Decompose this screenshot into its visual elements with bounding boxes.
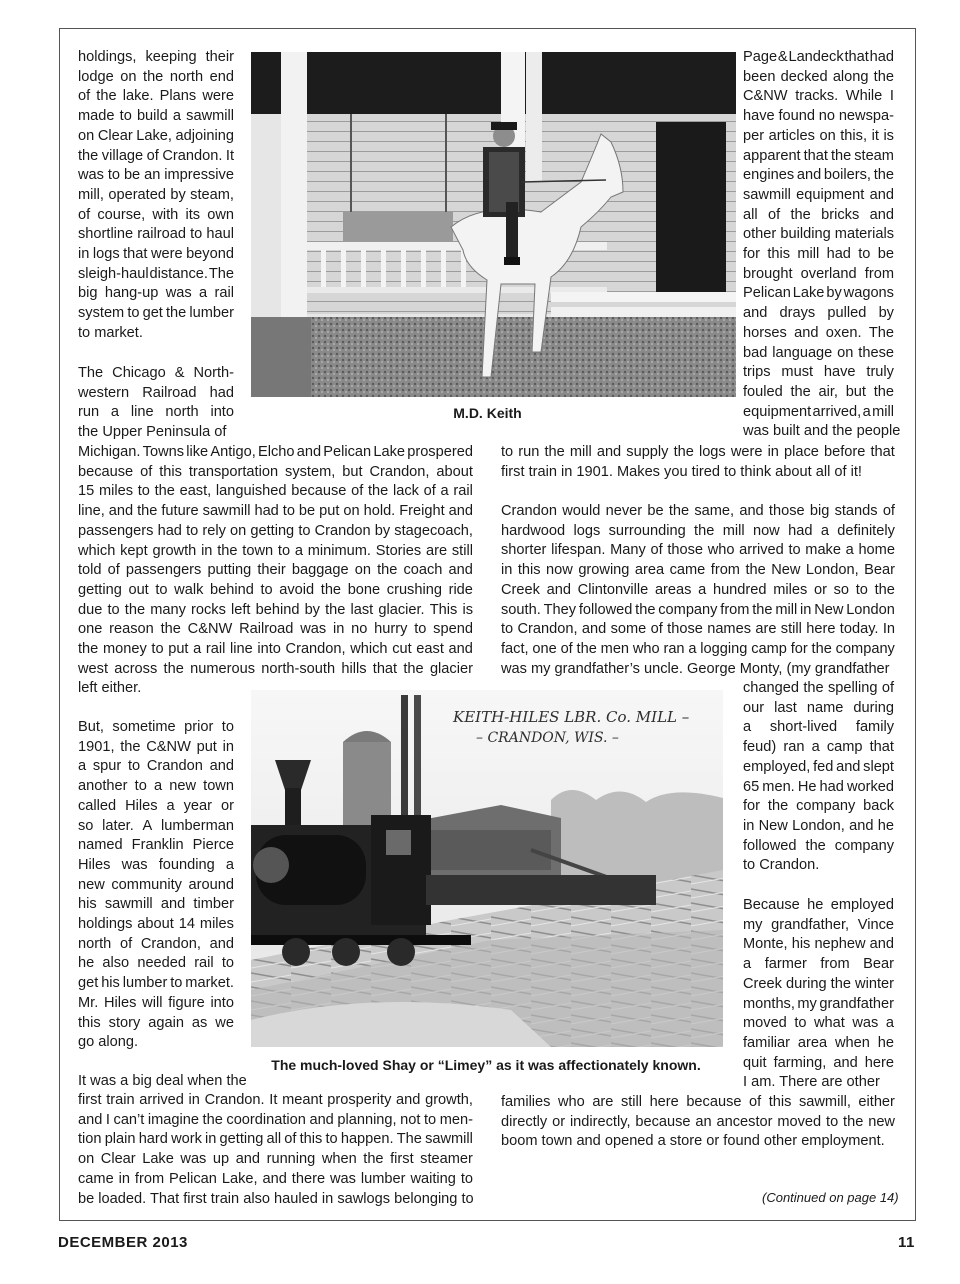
text-line: Crandon would never be the same, and those big stands of [501,503,895,519]
text-line: Monte, his nephew and [743,936,894,953]
text-line: other building materials [743,226,894,243]
text-line: have found no newspa- [743,108,894,125]
text-line: Page & Landeck that had [743,49,894,65]
text-line: feud) ran a camp that [743,739,894,756]
photo2-caption: The much-loved Shay or “Limey” as it was affectionately known. [271,1057,701,1073]
text-line: The Chicago & North- [78,365,234,381]
text-line: go along. [78,1034,139,1051]
text-line: fact, one of the men who ran a logging camp for the company [501,640,895,657]
text-line: due to the many rocks left behind by the last glacier. This is [78,601,473,618]
text-line: per articles on this, it is [743,127,894,144]
text-line: his sawmill and timber [78,896,234,913]
text-line: be loaded. That first train also hauled in sawlogs belonging to [78,1190,474,1207]
text-line: Hiles was founding a [78,856,234,873]
photo1-caption: M.D. Keith [453,405,522,421]
text-line: all of the bricks and [743,206,894,223]
text-line: passengers had to rely on getting to Crandon by stagecoach, [78,522,473,539]
text-line: in New London, and he [743,817,894,834]
text-line: 65 men. He had worked [743,778,894,795]
horse-rider-photo [251,52,736,397]
text-line: and I can’t imagine the coordination and planning, not to men- [78,1111,473,1128]
text-line: for this mill had to be [743,246,894,262]
text-line: to run the mill and supply the logs were in place before that [501,444,895,460]
text-line: 15 miles to the east, languished because of the lack of a rail [78,483,473,500]
text-line: of course, with its own [78,206,234,223]
text-line: first train in 1901. Makes you tired to think about all of it! [501,463,862,480]
text-line: brought overland from [743,265,894,282]
text-line: north of Crandon, and [78,935,234,952]
text-line: directly or indirectly, because an ancestor moved to the new [501,1113,895,1130]
inscription-line-2: – CRANDON, WIS. – [476,730,619,746]
text-line: line, and the future sawmill had to be put on hold. Freight and [78,503,473,520]
footer-date: DECEMBER 2013 [58,1234,188,1251]
text-line: sawmill equipment and [743,186,894,203]
text-line: hardwood logs surrounding the mill now had a definitely [501,522,895,539]
photo-shay-locomotive [251,690,723,1047]
text-line: a spur to Crandon and [78,758,234,775]
text-line: called Hiles a year or [78,797,234,814]
text-line: first train arrived in Crandon. It meant prosperity and growth, [78,1092,473,1108]
text-line: was to be an impressive [78,167,234,184]
text-line: Mr. Hiles will figure into [78,994,234,1011]
text-line: to market. [78,324,143,341]
text-line: holdings, keeping their [78,49,234,65]
text-line: engines and boilers, the [743,167,894,184]
text-line: which kept growth in the town to a minimum. Stories are still [78,542,473,559]
text-line: mill, operated by steam, [78,186,234,203]
text-line: named Franklin Pierce [78,837,234,854]
text-line: Because he employed [743,897,894,913]
text-line: was my grandfather’s uncle. George Monty, (my grandfather [501,660,890,677]
text-line: been decked along the [743,68,894,85]
text-line: made to build a sawmill [78,108,234,125]
text-line: families who are still here because of this sawmill, either [501,1094,895,1110]
text-line: this story again as we [78,1014,234,1031]
text-line: to Crandon, and some of those names are still here today. In [501,621,895,638]
text-line: Creek and Clintonville areas a hundred miles or so to the [501,581,895,598]
text-line: on Clear Lake, adjoining [78,127,234,144]
text-line: Pelican Lake by wagons [743,285,894,302]
text-line: for the company back [743,798,894,815]
text-line: boom town and opened a store or found other employment. [501,1133,885,1150]
text-line: moved to what was a [743,1015,894,1032]
text-line: fouled the air, but the [743,383,894,400]
text-line: familiar area when he [743,1034,894,1051]
text-line: in this now growing area came from the New London, Bear [501,562,895,579]
text-line: told of passengers putting their baggage on the coach and [78,562,473,579]
text-line: It was a big deal when the [78,1073,247,1089]
text-line: Michigan. Towns like Antigo, Elcho and Pelican Lake prospered [78,444,473,460]
text-line: get his lumber to market. [78,975,234,992]
text-line: getting out to walk behind to avoid the bone crushing ride [78,581,473,598]
text-line: the village of Crandon. It [78,147,234,164]
text-line: to Crandon. [743,857,820,874]
text-line: lodge on the north end [78,68,234,85]
text-line: I am. There are other [743,1074,880,1091]
text-line: another to a new town [78,778,234,795]
locomotive-photo [251,690,723,1047]
text-line: trips must have truly [743,364,894,381]
text-line: tion plain hard work in getting all of this to happen. The sawmill [78,1131,473,1148]
text-line: Creek during the winter [743,975,894,992]
text-line: the Upper Peninsula of [78,424,227,441]
text-line: But, sometime prior to [78,719,234,735]
text-line: he also needed rail to [78,955,234,972]
text-line: west across the numerous north-south hills that the glacier [78,660,473,677]
text-line: horses and oxen. The [743,324,894,341]
text-line: left either. [78,680,142,697]
text-line: 1901, the C&NW put in [78,738,234,755]
text-line: shorter lifespan. Many of those who arrived to make a home [501,542,895,559]
inscription-line-1: KEITH-HILES LBR. Co. MILL – [453,708,690,726]
text-line: months, my grandfather [743,995,894,1012]
text-line: quit farming, and here [743,1054,894,1071]
text-line: followed the company [743,837,894,854]
text-line: apparent that the steam [743,147,894,164]
text-line: sleigh-haul distance. The [78,265,234,282]
text-line: run a line north into [78,404,234,421]
text-line: employed, fed and slept [743,758,894,775]
text-line: south. They followed the company from the mill in New London [501,601,895,618]
text-line: new community around [78,876,234,893]
footer-page-number: 11 [898,1234,915,1251]
text-line: western Railroad had [78,384,234,401]
text-line: changed the spelling of [743,680,894,696]
text-line: one reason the C&NW Railroad was in no hurry to spend [78,621,473,638]
text-line: the money to put a rail line into Crandon, which cut east and [78,641,473,657]
text-line: shortline railroad to haul [78,226,234,243]
text-line: and drays pulled by [743,305,894,322]
text-line: of the lake. Plans were [78,88,234,105]
text-line: came in from Pelican Lake, and there was lumber waiting to [78,1170,473,1187]
text-line: my grandfather, Vince [743,916,894,933]
text-line: a short-lived family [743,719,894,736]
text-line: so later. A lumberman [78,817,234,834]
text-line: because of this transportation system, but Crandon, about [78,463,473,480]
text-line: our last name during [743,699,894,716]
text-line: big hang-up was a rail [78,285,234,302]
text-line: system to get the lumber [78,305,234,322]
text-line: bad language on these [743,344,894,361]
continued-note: (Continued on page 14) [762,1190,899,1205]
photo-md-keith [251,52,736,397]
text-line: equipment arrived, a mill [743,403,894,420]
text-line: holdings about 14 miles [78,916,234,932]
text-line: on Clear Lake was up and running when the first steamer [78,1151,473,1168]
text-line: was built and the people [743,423,901,440]
text-line: C&NW tracks. While I [743,88,894,105]
text-line: a farmer from Bear [743,956,894,973]
text-line: in logs that were beyond [78,246,234,262]
